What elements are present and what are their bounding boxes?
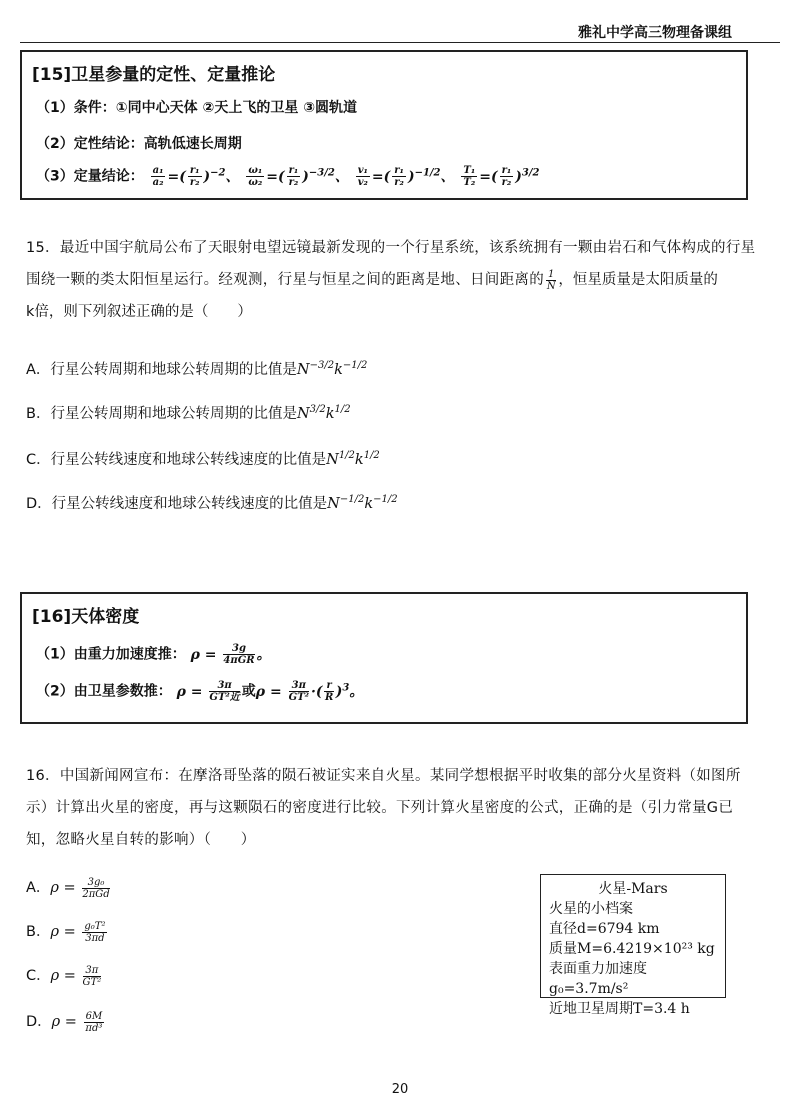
mars-mass: 质量M=6.4219×10²³ kg bbox=[549, 941, 715, 957]
summary-box-16 bbox=[20, 592, 748, 724]
mars-card-title: 火星-Mars bbox=[598, 881, 668, 897]
q16-option-a[interactable]: A．ρ = $\frac{\text{3g₀}}{\text{2πGd}}$ bbox=[26, 876, 110, 900]
q15-option-d[interactable]: D．行星公转线速度和地球公转线速度的比值是$N^{-1/2}k^{-1/2}$ bbox=[26, 494, 398, 512]
summary-box-15 bbox=[20, 50, 748, 200]
question-16 bbox=[26, 760, 760, 856]
box-15-line-3-label: （3）定量结论： bbox=[36, 168, 144, 185]
page-header: 雅礼中学高三物理备课组 bbox=[578, 25, 732, 41]
q15-option-a[interactable]: A．行星公转周期和地球公转周期的比值是$N^{-3/2}k^{-1/2}$ bbox=[26, 360, 368, 378]
box-16-line-2-label: （2）由卫星参数推： bbox=[36, 683, 172, 700]
box-16-line-1: （1）由重力加速度推： ρ = $\frac{3g}{\text{4πGR}}$ 。 bbox=[36, 643, 271, 666]
question-15-stem: 15．最近中国宇航局公布了天眼射电望远镜最新发现的一个行星系统，该系统拥有一颗由岩石和气体构成的行星围绕一颗的类太阳恒星运行。经观测，行星与恒星之间的距离是地、日间距离的 bbox=[26, 240, 756, 288]
q16-option-d-label: D． bbox=[26, 1014, 52, 1030]
mars-satellite-period: 近地卫星周期T=3.4 h bbox=[549, 1001, 690, 1017]
q16-option-a-label: A． bbox=[26, 880, 51, 896]
q16-option-c-label: C． bbox=[26, 968, 51, 984]
question-15-stem-k: k倍，则下列叙述正确的是（ ） bbox=[26, 304, 252, 320]
box-15-line-3 bbox=[36, 165, 746, 188]
quantitative-formulas: $\frac{\text{a₁}}{\text{a₂}}$ =( $\frac{\text{r₁}}{\text{r₂}}$ )$^{-2}$、 $\frac{\text{ω₁}}{\text{ω₂}}$ =( $\frac{\text{r₁}}{\text{r₂}}$ )$^{-3/2}$、 $\frac{\text{v₁}}{\text{v₂}}$ =( $\frac{\text{r₁}}{\text{r₂}}$ )$^{-1/2}$、 $\frac{\text{T₁}}{\text{T₂}}$ =( $\frac{\text{r₁}}{\text{r₂}}$ )$^{3/2}$ bbox=[152, 165, 540, 188]
q15-option-c[interactable]: C．行星公转线速度和地球公转线速度的比值是$N^{1/2}k^{1/2}$ bbox=[26, 450, 380, 468]
mars-diameter: 直径d=6794 km bbox=[549, 921, 660, 937]
q16-option-d[interactable]: D．ρ = $\frac{6M}{\text{πd³}}$ bbox=[26, 1010, 103, 1034]
q15-option-c-label: C．行星公转线速度和地球公转线速度的比值是 bbox=[26, 452, 327, 468]
box-15-line-1: （1）条件：①同中心天体 ②天上飞的卫星 ③圆轨道 bbox=[36, 100, 358, 116]
q16-option-c[interactable]: C．ρ = $\frac{3\pi}{\text{GT²}}$ bbox=[26, 964, 102, 988]
box-15-title: [15]卫星参量的定性、定量推论 bbox=[32, 65, 276, 85]
box-16-or: 或 bbox=[241, 683, 256, 700]
mars-card-subtitle: 火星的小档案 bbox=[549, 901, 633, 917]
box-16-line-2: （2）由卫星参数推： ρ = $\frac{3\pi}{\text{GT²近}}$ 或ρ = $\frac{3\pi}{\text{GT²}}$ ·( $\frac{r}{R}$ )$^3$。 bbox=[36, 680, 364, 703]
question-15-stem-tail: ，恒星质量是太阳质量的 bbox=[558, 272, 718, 288]
q15-option-d-label: D．行星公转线速度和地球公转线速度的比值是 bbox=[26, 496, 328, 512]
box-16-title: [16]天体密度 bbox=[32, 607, 140, 627]
question-15 bbox=[26, 232, 760, 328]
header-divider bbox=[20, 42, 780, 43]
mars-surface-gravity: 表面重力加速度g₀=3.7m/s² bbox=[549, 961, 647, 997]
q15-option-a-label: A．行星公转周期和地球公转周期的比值是 bbox=[26, 362, 297, 378]
box-15-line-2: （2）定性结论：高轨低速长周期 bbox=[36, 136, 242, 152]
fraction-1-over-N: $\frac{1}{N}$ bbox=[546, 268, 556, 292]
question-16-stem: 16．中国新闻网宣布：在摩洛哥坠落的陨石被证实来自火星。某同学想根据平时收集的部分火星资料（如图所示）计算出火星的密度，再与这颗陨石的密度进行比较。下列计算火星密度的公式，正确的是（引力常量G已知，忽略火星自转的影响）（ ） bbox=[26, 768, 741, 848]
q16-option-b[interactable]: B．ρ = $\frac{\text{g₀T²}}{3\pi d}$ bbox=[26, 920, 106, 944]
mars-info-card bbox=[540, 874, 726, 1017]
q15-option-b-label: B．行星公转周期和地球公转周期的比值是 bbox=[26, 406, 297, 422]
box-16-line-1-label: （1）由重力加速度推： bbox=[36, 646, 186, 663]
page-number: 20 bbox=[391, 1082, 409, 1097]
q16-option-b-label: B． bbox=[26, 924, 51, 940]
q15-option-b[interactable]: B．行星公转周期和地球公转周期的比值是$N^{3/2}k^{1/2}$ bbox=[26, 404, 351, 422]
